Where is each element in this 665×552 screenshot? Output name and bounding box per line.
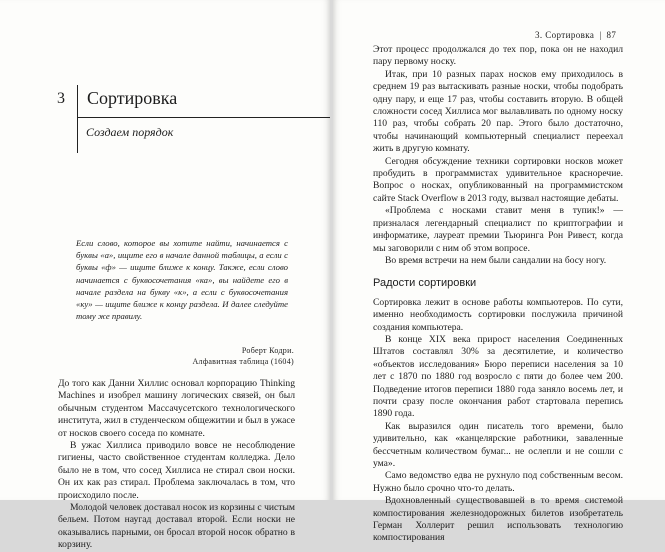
left-page — [0, 0, 330, 551]
paragraph: Итак, при 10 разных парах носков ему приходилось в среднем 19 раз вытаскивать разные носки, чтобы подобрать одну пару, и еще 17 раз, чтобы составить вторую. В общей сложности сосед Хиллиса мог вылавливать по одному носку 110 раз, чтобы собрать 20 пар. Этого было достаточно, чтобы начинающий компьютерный специалист переехал жить в другую комнату. — [373, 68, 623, 155]
page-number: 87 — [606, 30, 617, 40]
epigraph-source: Алфавитная таблица (1604) — [192, 357, 294, 366]
paragraph: Само ведомство едва не рухнуло под собственным весом. Нужно было срочно что-то делать. — [373, 470, 623, 494]
chapter-title: Сортировка — [87, 88, 178, 108]
paragraph: В конце XIX века прирост населения Соединенных Штатов составлял 30% за десятилетие, и количество «объектов исследования» Бюро переписи населения за 10 лет с 1870 по 1880 год возросло с пяти до более чем 200. Подведение итогов переписи 1880 года заняло восемь лет, и почти сразу после окончания работ стартовала перепись 1890 года. — [373, 333, 623, 420]
running-head — [535, 30, 616, 40]
paragraph: Молодой человек доставал носок из корзины с чистым бельем. Потом наугад доставал второй. Если носки не оказывались парными, он бросал второй носок обратно в корзину. — [58, 502, 295, 551]
paragraph: Сегодня обсуждение техники сортировки носков может пробудить в программистах удивительное красноречие. Вопрос о носках, опубликованный на программистском сайте Stack Overflow в 2013 году, вызвал настоящие дебаты. — [373, 155, 623, 204]
chapter-number: 3 — [57, 90, 65, 107]
right-page — [333, 0, 665, 544]
paragraph: Как выразился один писатель того времени, было удивительно, как «канцелярские работники, заваленные бессчетным количеством бумаг... не ослепли и не сошли с ума». — [373, 420, 623, 469]
paragraph: Вдохновленный существовавшей в то время системой компостирования железнодорожных билетов изобретатель Герман Холлерит решил использовать технологию компостирования — [373, 495, 623, 544]
running-head-title: 3. Сортировка — [535, 30, 595, 40]
chapter-vertical-rule — [77, 85, 78, 153]
left-body-text — [58, 378, 295, 552]
paragraph: До того как Данни Хиллис основал корпорацию Thinking Machines и изобрел машину логических связей, он был обычным студентом Массачусетского технологического института, жил в студенческом общежитии и был в ужасе от носков своего соседа по комнате. — [58, 378, 295, 439]
paragraph: Этот процесс продолжался до тех пор, пока он не находил пару первому носку. — [373, 44, 623, 68]
epigraph-author: Роберт Кодри. — [241, 346, 294, 355]
epigraph-text: Если слово, которое вы хотите найти, начинается с буквы «а», ищите его в начале данной таблицы, а если с буквы «ф» — ищите ближе к концу. Также, если слово начинается с буквосочетания «ка», вы найдете его в начале раздела на букву «к», а если с буквосочетания «ку» — ищите ближе к концу раздела. И далее следуйте тому же правилу. — [76, 238, 288, 322]
running-head-separator: | — [599, 30, 602, 40]
right-body-text — [373, 44, 623, 545]
section-heading: Радости сортировки — [373, 277, 477, 290]
chapter-horizontal-rule — [77, 117, 330, 118]
paragraph: Во время встречи на нем были сандалии на босу ногу. — [385, 254, 607, 266]
paragraph: В ужас Хиллиса приводило вовсе не несоблюдение гигиены, часто свойственное студентам колледжа. Дело было не в том, что сосед Хиллиса не стирал свои носки. Он их как раз стирал. Проблема заключалась в том, что происходило после. — [58, 440, 295, 501]
chapter-subtitle: Создаем порядок — [86, 125, 174, 139]
paragraph: «Проблема с носками ставит меня в тупик!» — призналася легендарный специалист по криптографии и информатике, лауреат премии Тьюринга Рон Ривест, когда мы заговорили с ним об этом вопросе. — [373, 205, 623, 254]
paragraph: Сортировка лежит в основе работы компьютеров. По сути, именно необходимость сортировки послужила причиной создания компьютера. — [373, 296, 623, 333]
